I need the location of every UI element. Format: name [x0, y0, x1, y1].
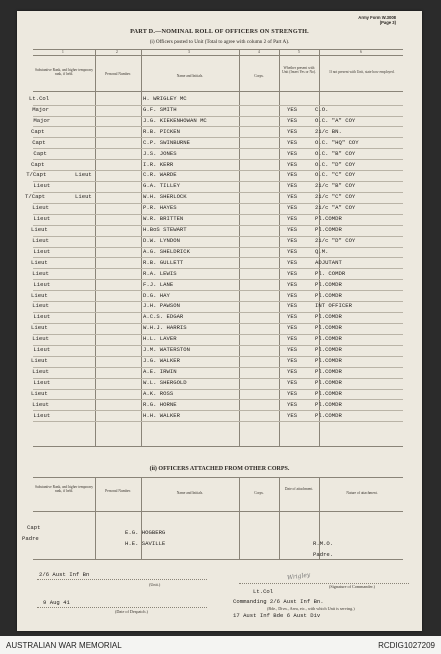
officer-name: C.R. WARDE [143, 171, 177, 179]
form-number: Army Form W.3008 [358, 15, 396, 20]
officer-name: G.F. SMITH [143, 105, 177, 113]
unit-label: (Unit.) [149, 582, 161, 587]
officer-name: J.H. PAWSON [143, 302, 180, 310]
officer-name: H.H. WALKER [143, 411, 180, 419]
officer-name: D.W. LYNDON [143, 236, 180, 244]
attached-header-rule [33, 511, 403, 512]
officer-rank: Lieut [31, 258, 48, 266]
col-number-4: 4 [258, 50, 260, 54]
officer-present: YES [287, 160, 298, 168]
row-rule [33, 126, 403, 127]
table-top-rule [33, 49, 403, 50]
officer-employed: 2i/c "C" COY [315, 193, 356, 201]
officer-name: P.R. HAYES [143, 204, 177, 212]
attached-header-date: Date of attachment. [284, 487, 314, 491]
officer-present: YES [287, 149, 298, 157]
officer-rank: Lieut [33, 378, 51, 386]
officer-employed: Pl.COMDR [315, 346, 342, 354]
officer-employed: 2i/c "A" COY [315, 204, 356, 212]
form-page: (Page 3) [379, 20, 396, 25]
row-rule [33, 334, 403, 335]
part-d-title: PART D.—NOMINAL ROLL OF OFFICERS ON STRENGTH. [130, 28, 309, 35]
row-rule [33, 279, 403, 280]
officer-rank: Lieut [31, 226, 48, 234]
row-rule [33, 399, 403, 400]
officer-rank: Lt.Col [29, 95, 50, 102]
officer-name: R.G. HORNE [143, 400, 177, 408]
officer-employed: Pl.COMDR [315, 411, 342, 419]
officer-name: W.R. BRITTEN [143, 215, 184, 223]
document-page [17, 11, 422, 631]
officer-rank: Lieut [31, 357, 48, 365]
officer-present: YES [287, 378, 298, 386]
officer-rank: Lieut [32, 236, 49, 244]
officer-name: R.A. LEWIS [143, 269, 177, 277]
row-rule [33, 257, 403, 258]
officer-employed: Pl.COMDR [315, 389, 342, 397]
officer-employed: Pl.COMDR [315, 226, 342, 234]
officer-rank: T/Capt [25, 193, 46, 201]
officer-present: YES [287, 105, 298, 113]
attached-top-rule [33, 477, 403, 478]
signature-line [239, 583, 409, 584]
officer-rank: Lieut [33, 280, 51, 288]
officer-rank: Major [33, 116, 51, 124]
officer-rank: Capt [31, 127, 45, 135]
officer-present: YES [287, 357, 298, 365]
officer-employed: Pl.COMDR [315, 215, 342, 223]
officer-present: YES [287, 193, 298, 201]
part-d-subtitle: (i) Officers posted to Unit (Total to agree with column 2 of Part A). [149, 39, 290, 45]
col-number-1: 1 [62, 50, 64, 54]
officer-name: J.G. WALKER [143, 357, 180, 365]
officer-rank: Lieut [32, 302, 49, 310]
officer-employed: 2i/c "B" COY [315, 182, 356, 190]
officer-present: YES [287, 291, 298, 299]
officer-name: R.B. GULLETT [143, 258, 184, 266]
table-colnum-rule [33, 55, 403, 56]
officer-employed: 2i/c BN. [315, 127, 342, 135]
officer-rank: Capt [33, 149, 47, 157]
officer-rank: Lieut [32, 400, 49, 408]
row-rule [33, 367, 403, 368]
row-rule [33, 225, 403, 226]
officer-employed: O.C. "D" COY [315, 160, 356, 168]
officer-rank: Lieut [31, 324, 48, 332]
officer-name: I.R. KERR [143, 160, 174, 168]
attached-rank-2: Padre [22, 535, 39, 542]
officer-present: YES [287, 313, 298, 321]
table-bottom-rule [33, 446, 403, 447]
attached-nature-2: Padre. [313, 551, 334, 558]
caption-left: AUSTRALIAN WAR MEMORIAL [6, 641, 122, 650]
officer-present: YES [287, 236, 298, 244]
attached-header-name: Name and Initials. [176, 491, 204, 495]
header-personal-number: Personal Number. [105, 72, 131, 76]
officer-present: YES [287, 138, 298, 146]
officer-name: C.P. SWINBURNE [143, 138, 190, 146]
attached-header-personal-number: Personal Number. [105, 489, 131, 493]
officer-name: A.K. ROSS [143, 389, 174, 397]
officer-employed: O.C. "B" COY [315, 149, 356, 157]
officer-name: J.G. KIEKENHOWAN MC [143, 116, 207, 124]
officer-present: YES [287, 302, 298, 310]
row-rule [33, 378, 403, 379]
bde-label: (Bde., Divn., Area, etc., with which Unit is serving.) [267, 606, 355, 611]
caption-right: RCDIG1027209 [378, 641, 435, 650]
officer-rank: Lieut [31, 389, 48, 397]
header-corps: Corps. [254, 74, 264, 78]
attached-col-divider-3 [239, 477, 240, 559]
archive-caption [0, 636, 441, 654]
officer-employed: Q.M. [315, 247, 329, 255]
row-rule [33, 356, 403, 357]
officer-present: YES [287, 116, 298, 124]
officer-rank: Lieut [32, 269, 49, 277]
officer-name: H.L. LAVER [143, 335, 177, 343]
officer-present: YES [287, 127, 298, 135]
officer-name: R.B. PICKEN [143, 127, 180, 135]
officer-employed: INT OFFICER [315, 302, 352, 310]
row-rule [33, 421, 403, 422]
officer-name: W.H. SHERLOCK [143, 193, 187, 201]
officer-employed: Pl.COMDR [315, 378, 342, 386]
officer-name: A.G. SHELDRICK [143, 247, 190, 255]
col-number-5: 5 [298, 50, 300, 54]
officer-employed: Pl.COMDR [315, 368, 342, 375]
col-number-2: 2 [116, 50, 118, 54]
officer-name: F.J. LANE [143, 280, 174, 288]
officer-employed: 2i/c "D" COY [315, 236, 356, 244]
row-rule [33, 345, 403, 346]
signature-rank: Lt.Col [253, 588, 274, 595]
row-rule [33, 247, 403, 248]
row-rule [33, 312, 403, 313]
row-rule [33, 323, 403, 324]
officer-name: G.A. TILLEY [143, 182, 180, 190]
row-rule [33, 105, 403, 106]
signature-label: (Signature of Commander.) [329, 584, 375, 589]
officer-present: YES [287, 280, 298, 288]
attached-rank-1: Capt [27, 524, 41, 531]
part-ii-title: (ii) OFFICERS ATTACHED FROM OTHER CORPS. [149, 466, 290, 472]
unit-line [37, 579, 207, 580]
officer-employed: ADJUTANT [315, 258, 342, 266]
officer-rank: Lieut [31, 291, 48, 299]
officer-rank: Lieut [33, 247, 51, 255]
col-number-6: 6 [360, 50, 362, 54]
officer-present: YES [287, 215, 298, 223]
officer-employed: Pl.COMDR [315, 357, 342, 365]
officer-employed: Pl.COMDR [315, 280, 342, 288]
officer-employed: Pl. COMDR [315, 269, 346, 277]
header-rank: Substantive Rank, and higher temporary rank, if held. [35, 68, 93, 77]
attached-col-divider-4 [279, 477, 280, 559]
date-line [37, 607, 207, 608]
attached-bottom-rule [33, 559, 403, 560]
header-present: Whether present with Unit (Insert Yes or No). [282, 66, 316, 75]
officer-name: J.M. WATERSTON [143, 346, 190, 354]
officer-present: YES [287, 247, 298, 255]
officer-present: YES [287, 204, 298, 212]
officer-name: H. WRIGLEY MC [143, 95, 187, 102]
commander-signature: Wrigley [286, 571, 311, 582]
officer-name: A.E. IRWIN [143, 368, 177, 375]
officer-present: YES [287, 182, 298, 190]
attached-col-divider-1 [95, 477, 96, 559]
officer-temp-rank: Lieut [75, 171, 92, 179]
officer-rank: Capt [31, 160, 45, 168]
officer-name: H.BoS STEWART [143, 226, 187, 234]
table-header-rule [33, 91, 403, 92]
officer-rank: Lieut [32, 204, 49, 212]
officer-rank: Capt [32, 138, 46, 146]
officer-present: YES [287, 226, 298, 234]
row-rule [33, 410, 403, 411]
despatch-date-value: 9 Aug 41 [43, 599, 70, 606]
officer-employed: O.C. "C" COY [315, 171, 356, 179]
officer-employed: Pl.COMDR [315, 324, 342, 332]
attached-name-2: H.E. SAVILLE [125, 540, 166, 547]
despatch-date-label: (Date of Despatch.) [115, 609, 148, 614]
attached-name-1: E.G. HOGBERG [125, 529, 166, 536]
officer-rank: Major [32, 105, 49, 113]
officer-employed: O.C. "HQ" COY [315, 138, 359, 146]
officer-present: YES [287, 269, 298, 277]
row-rule [33, 290, 403, 291]
officer-rank: Lieut [32, 368, 49, 375]
header-name: Name and Initials. [176, 74, 204, 78]
officer-present: YES [287, 400, 298, 408]
officer-employed: Pl.COMDR [315, 335, 342, 343]
officer-temp-rank: Lieut [75, 193, 92, 201]
unit-value: 2/6 Aust Inf Bn [39, 571, 90, 578]
bde-value: 17 Aust Inf Bde 6 Aust Div [233, 612, 321, 619]
officer-name: D.G. HAY [143, 291, 170, 299]
attached-header-rank: Substantive Rank, and higher temporary rank, if held. [35, 485, 93, 494]
form-reference [358, 15, 396, 25]
officer-name: J.S. JONES [143, 149, 177, 157]
officer-rank: Lieut [33, 313, 51, 321]
attached-header-corps: Corps. [254, 491, 264, 495]
officer-present: YES [287, 389, 298, 397]
row-rule [33, 214, 403, 215]
officer-present: YES [287, 324, 298, 332]
attached-header-nature: Nature of attachment. [346, 491, 378, 495]
officer-employed: Pl.COMDR [315, 313, 342, 321]
officer-name: W.L. SHERGOLD [143, 378, 187, 386]
col-number-3: 3 [188, 50, 190, 54]
officer-rank: Lieut [33, 411, 51, 419]
officer-name: W.H.J. HARRIS [143, 324, 187, 332]
row-rule [33, 268, 403, 269]
officer-present: YES [287, 368, 298, 375]
row-rule [33, 389, 403, 390]
officer-rank: Lieut [33, 182, 51, 190]
officer-rank: Lieut [33, 346, 51, 354]
officer-present: YES [287, 411, 298, 419]
officer-employed: C.O. [315, 105, 329, 113]
officer-rank: Lieut [32, 335, 49, 343]
commanding-text: Commanding 2/6 Aust Inf Bn. [233, 598, 324, 605]
officer-present: YES [287, 258, 298, 266]
header-employed: If not present with Unit, state how employed. [329, 70, 395, 74]
officer-present: YES [287, 171, 298, 179]
officer-employed: O.C. "A" COY [315, 116, 356, 124]
officer-present: YES [287, 335, 298, 343]
officer-rank: Lieut [33, 215, 51, 223]
officer-present: YES [287, 346, 298, 354]
officer-name: A.C.S. EDGAR [143, 313, 184, 321]
officer-rank: T/Capt [26, 171, 47, 179]
attached-nature-1: R.M.O. [313, 540, 334, 547]
officer-employed: Pl.COMDR [315, 291, 342, 299]
officer-employed: Pl.COMDR [315, 400, 342, 408]
